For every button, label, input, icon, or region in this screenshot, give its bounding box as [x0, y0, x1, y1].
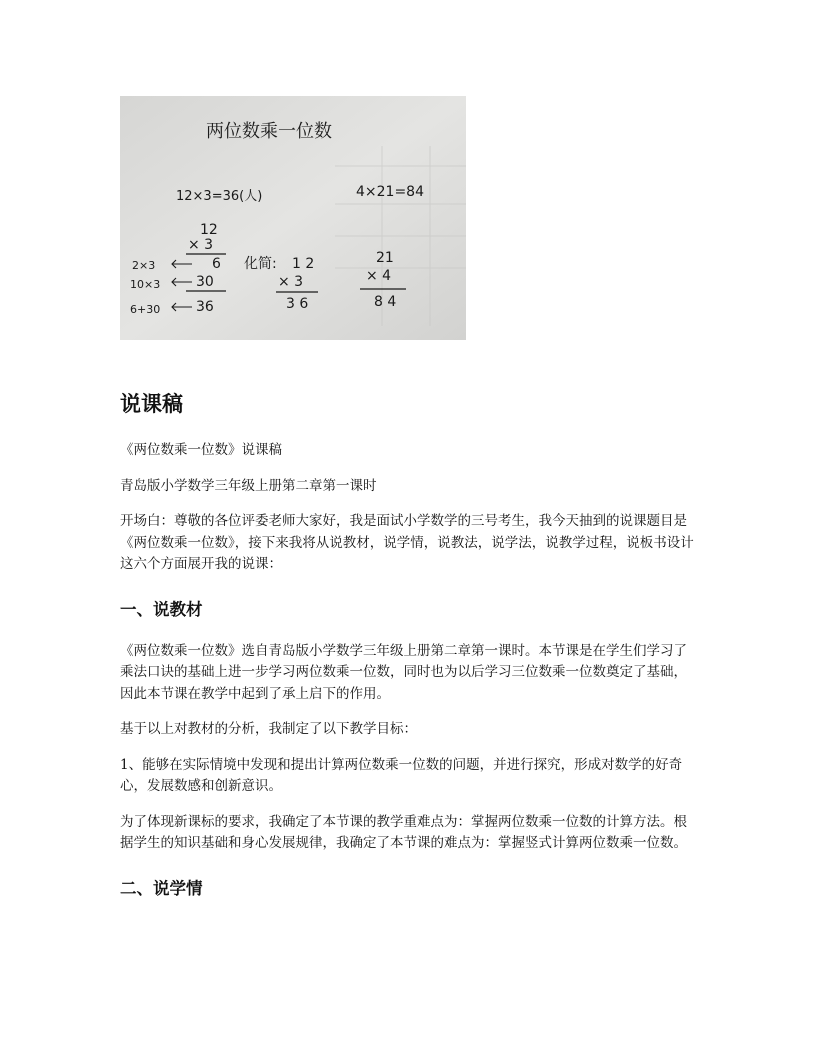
- section1-paragraph-4: 为了体现新课标的要求，我确定了本节课的教学重难点为：掌握两位数乘一位数的计算方法。根据学生的知识基础和身心发展规律，我确定了本节课的难点为：掌握竖式计算两位数乘一位数。: [120, 813, 687, 851]
- section1-paragraph-3: 1、能够在实际情境中发现和提出计算两位数乘一位数的问题，并进行探究，形成对数学的好奇心，发展数感和创新意识。: [120, 756, 683, 794]
- vertical1-row3: 36: [196, 299, 214, 315]
- step2-label: 10×3: [130, 278, 161, 291]
- vertical1-top: 12: [200, 222, 218, 238]
- vertical3-multiplier: × 4: [366, 268, 392, 284]
- section1-paragraph-1: 《两位数乘一位数》选自青岛版小学数学三年级上册第二章第一课时。本节课是在学生们学习了乘法口诀的基础上进一步学习两位数乘一位数，同时也为以后学习三位数乘一位数奠定了基础，因此本节课在教学中起到了承上启下的作用。: [120, 642, 687, 702]
- document-page: [120, 96, 700, 901]
- simplify-label: 化简:: [244, 256, 277, 272]
- vertical2-multiplier: × 3: [278, 274, 304, 290]
- section1-paragraph-2: 基于以上对教材的分析，我制定了以下教学目标：: [120, 721, 417, 737]
- intro-paragraph: 开场白：尊敬的各位评委老师大家好，我是面试小学数学的三号考生，我今天抽到的说课题目是《两位数乘一位数》，接下来我将从说教材，说学情，说教法，说学法，说教学过程，说板书设计这六个方面展开我的说课：: [120, 513, 694, 572]
- section-heading-2: 二、说学情: [120, 878, 203, 898]
- course-info: 青岛版小学数学三年级上册第二章第一课时: [120, 477, 377, 494]
- equation-left: 12×3=36(人): [176, 189, 263, 204]
- vertical1-row2: 30: [196, 274, 214, 290]
- vertical2-top: 1 2: [292, 256, 315, 272]
- vertical3-result: 8 4: [374, 294, 397, 310]
- vertical3-top: 21: [376, 250, 394, 266]
- whiteboard-photo: [120, 96, 466, 340]
- vertical2-result: 3 6: [286, 296, 309, 312]
- main-heading: 说课稿: [120, 392, 183, 416]
- subtitle: 《两位数乘一位数》说课稿: [120, 442, 282, 458]
- section-heading-1: 一、说教材: [120, 599, 203, 619]
- step1-label: 2×3: [132, 259, 156, 272]
- vertical1-row1: 6: [212, 256, 221, 272]
- figure-title: 两位数乘一位数: [206, 121, 332, 142]
- step3-label: 6+30: [130, 303, 161, 316]
- equation-right: 4×21=84: [356, 184, 424, 200]
- vertical1-multiplier: × 3: [188, 237, 214, 253]
